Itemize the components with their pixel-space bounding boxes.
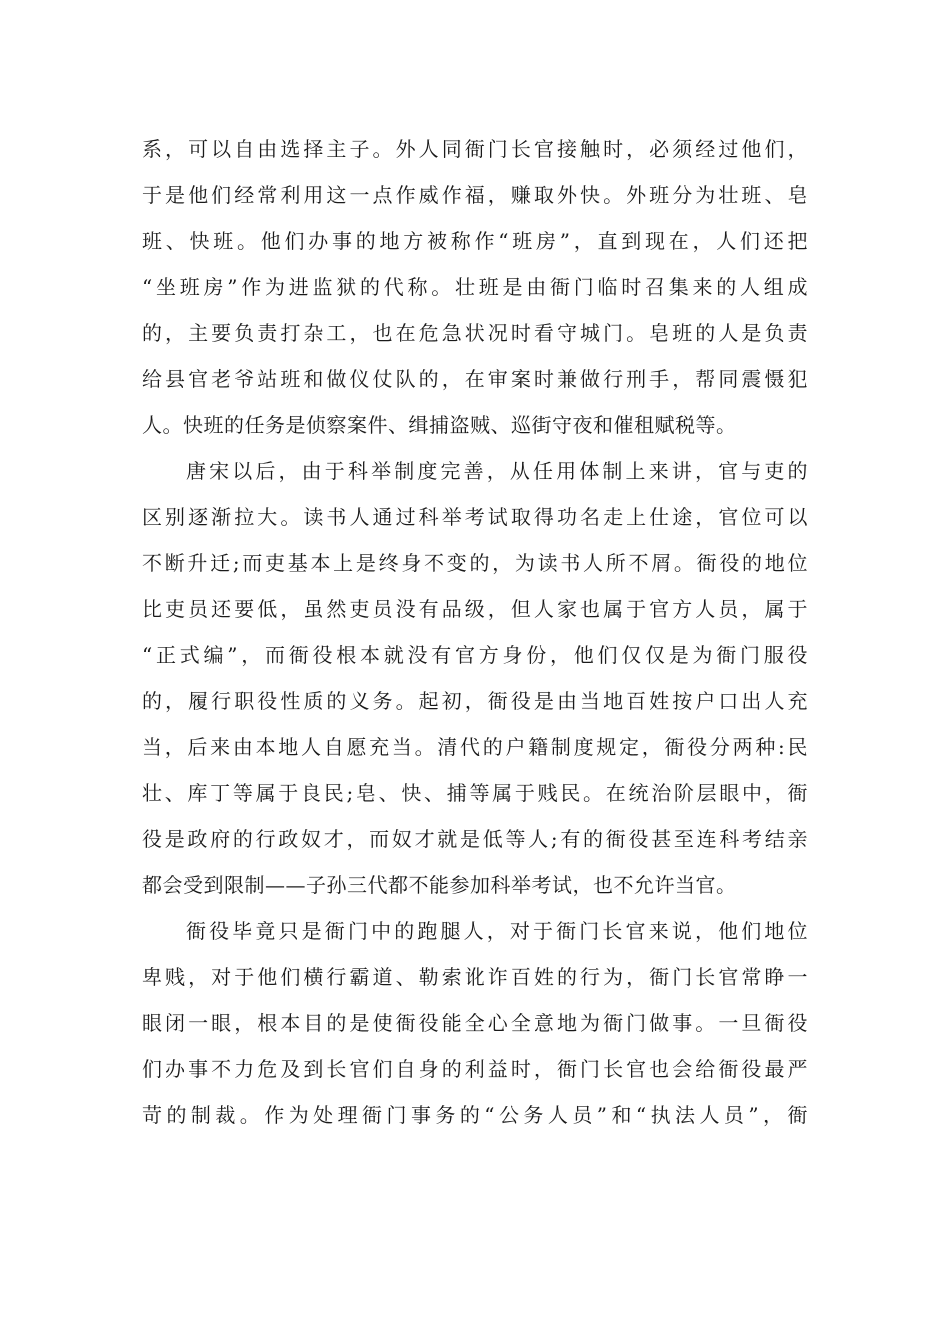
text-line: 当，后来由本地人自愿充当。清代的户籍制度规定，衙役分两种:民	[142, 735, 808, 759]
text-line: 的，履行职役性质的义务。起初，衙役是由当地百姓按户口出人充	[142, 689, 808, 713]
text-line: 比吏员还要低，虽然吏员没有品级，但人家也属于官方人员，属于	[142, 597, 808, 621]
text-line: 衙役毕竟只是衙门中的跑腿人，对于衙门长官来说，他们地位	[186, 919, 808, 943]
body-text	[142, 126, 808, 1138]
text-line: 的，主要负责打杂工，也在危急状况时看守城门。皂班的人是负责	[142, 321, 808, 345]
paragraph-1	[142, 126, 808, 448]
text-line: 们办事不力危及到长官们自身的利益时，衙门长官也会给衙役最严	[142, 1057, 808, 1081]
text-line: “正式编”，而衙役根本就没有官方身份，他们仅仅是为衙门服役	[142, 643, 808, 667]
text-line: 眼闭一眼，根本目的是使衙役能全心全意地为衙门做事。一旦衙役	[142, 1011, 808, 1035]
text-line: 卑贱，对于他们横行霸道、勒索讹诈百姓的行为，衙门长官常睁一	[142, 965, 808, 989]
text-line: 人。快班的任务是侦察案件、缉捕盗贼、巡街守夜和催租赋税等。	[142, 413, 737, 437]
text-line: 不断升迁;而吏基本上是终身不变的，为读书人所不屑。衙役的地位	[142, 551, 808, 575]
text-line: 役是政府的行政奴才，而奴才就是低等人;有的衙役甚至连科考结亲	[142, 827, 808, 851]
text-line: 区别逐渐拉大。读书人通过科举考试取得功名走上仕途，官位可以	[142, 505, 808, 529]
text-line: “坐班房”作为进监狱的代称。壮班是由衙门临时召集来的人组成	[142, 275, 808, 299]
text-line: 班、快班。他们办事的地方被称作“班房”，直到现在，人们还把	[142, 229, 808, 253]
text-line: 给县官老爷站班和做仪仗队的，在审案时兼做行刑手，帮同震慑犯	[142, 367, 808, 391]
text-line: 于是他们经常利用这一点作威作福，赚取外快。外班分为壮班、皂	[142, 183, 808, 207]
text-line: 壮、库丁等属于良民;皂、快、捕等属于贱民。在统治阶层眼中，衙	[142, 781, 808, 805]
text-line: 系，可以自由选择主子。外人同衙门长官接触时，必须经过他们，	[142, 137, 808, 161]
paragraph-3	[142, 908, 808, 1138]
text-line: 苛的制裁。作为处理衙门事务的“公务人员”和“执法人员”，衙	[142, 1103, 808, 1127]
text-line: 唐宋以后，由于科举制度完善，从任用体制上来讲，官与吏的	[186, 459, 808, 483]
paragraph-2	[142, 448, 808, 908]
text-line: 都会受到限制——子孙三代都不能参加科举考试，也不允许当官。	[142, 873, 737, 897]
